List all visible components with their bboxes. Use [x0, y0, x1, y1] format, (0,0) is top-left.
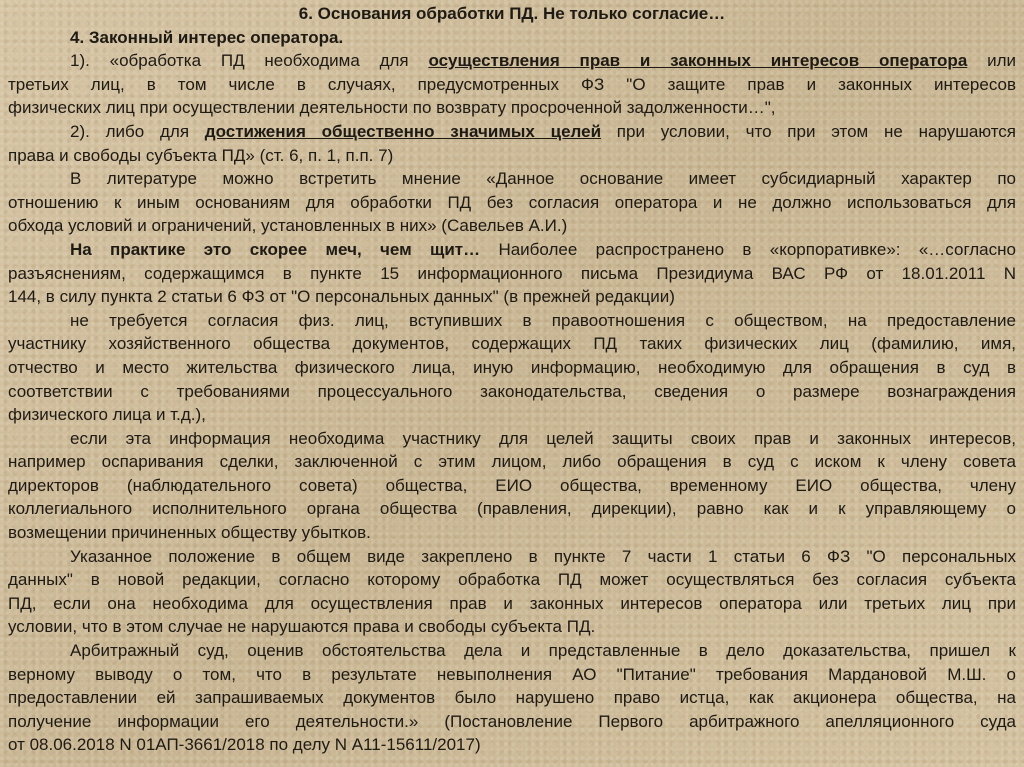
text-line: ПД, если она необходима для осуществления прав и законных интересов оператора или третьих лиц при [8, 593, 1016, 613]
text-line: не требуется согласия физ. лиц, вступивших в правоотношения с обществом, на предоставление [70, 310, 1016, 330]
section-heading: 4. Законный интерес оператора. [70, 27, 344, 47]
text-line: Арбитражный суд, оценив обстоятельства дела и представленные в дело доказательства, пришел к [70, 641, 1016, 661]
text-line: предоставлении ей запрашиваемых документов было нарушено право истца, как акционера общества, на [8, 688, 1016, 708]
text-line: В литературе можно встретить мнение «Данное основание имеет субсидиарный характер по [70, 169, 1016, 189]
paragraph-6 [8, 427, 1016, 545]
text-line: данных" в новой редакции, согласно которому обработка ПД может осуществляться без согласия субъекта [8, 570, 1016, 590]
text-line: соответствии с требованиями процессуального законодательства, сведения о размере вознаграждения [8, 381, 1016, 401]
text-line: физического лица и т.д.), [8, 405, 206, 425]
text-line: например оспаривания сделки, заключенной с этим лицом, либо обращения в суд с иском к члену совета [8, 452, 1016, 472]
text-line: отчество и место жительства физического лица, иную информацию, необходимую для обращения в суд в [8, 357, 1016, 377]
paragraph-5 [8, 309, 1016, 427]
text-line: 1). «обработка ПД необходима для осуществления прав и законных интересов оператора или [70, 51, 1016, 71]
text-line: условии, что в этом случае не нарушаются права и свободы субъекта ПД. [8, 617, 596, 637]
text-line: от 08.06.2018 N 01АП-3661/2018 по делу N А11-15611/2017) [8, 735, 481, 755]
text-line: физических лиц при осуществлении деятельности по возврату просроченной задолженности…", [8, 98, 776, 118]
emphasis-text: На практике это скорее меч, чем щит… [70, 239, 481, 259]
emphasis-text: осуществления прав и законных интересов оператора [428, 51, 968, 71]
text-line: получение информации его деятельности.» (Постановление Первого арбитражного апелляционного суда [8, 711, 1016, 731]
text-line: если эта информация необходима участнику для целей защиты своих прав и законных интересов, [70, 428, 1016, 448]
paragraph-2 [8, 120, 1016, 167]
text-line: права и свободы субъекта ПД» (ст. 6, п. 1, п.п. 7) [8, 145, 394, 165]
paragraph-4 [8, 238, 1016, 309]
text-line: коллегиального исполнительного органа общества (правления, дирекции), равно как и к управляющему о [8, 499, 1016, 519]
text-line: директоров (наблюдательного совета) общества, ЕИО общества, временному ЕИО общества, члену [8, 475, 1016, 495]
text-line: верному выводу о том, что в результате невыполнения АО "Питание" требования Мардановой М.Ш. о [8, 664, 1016, 684]
text-line: 2). либо для достижения общественно значимых целей при условии, что при этом не нарушаются [70, 121, 1016, 141]
paragraph-8 [8, 639, 1016, 757]
text-line: участнику хозяйственного общества документов, содержащих ПД таких физических лиц (фамилию, имя, [8, 334, 1016, 354]
paragraph-3 [8, 167, 1016, 238]
text-line: разъяснениям, содержащимся в пункте 15 информационного письма Президиума ВАС РФ от 18.01.2011 N [8, 263, 1016, 283]
paragraph-1 [8, 49, 1016, 120]
text-line: Указанное положение в общем виде закреплено в пункте 7 части 1 статьи 6 ФЗ "О персональных [70, 546, 1016, 566]
paragraph-7 [8, 545, 1016, 639]
text-line: 144, в силу пункта 2 статьи 6 ФЗ от "О персональных данных" (в прежней редакции) [8, 287, 675, 307]
text-line: возмещении причиненных обществу убытков. [8, 523, 371, 543]
emphasis-text: достижения общественно значимых целей [204, 121, 602, 141]
text-line: отношению к иным основаниям для обработки ПД без согласия оператора и не должно использоваться для [8, 192, 1016, 212]
slide-title: 6. Основания обработки ПД. Не только согласие… [298, 4, 726, 23]
text-line: На практике это скорее меч, чем щит… Наиболее распространено в «корпоративке»: «…согласно [70, 239, 1016, 259]
text-line: третьих лиц, в том числе в случаях, предусмотренных ФЗ "О защите прав и законных интересов [8, 74, 1016, 94]
text-line: обхода условий и ограничений, установленных в них» (Савельев А.И.) [8, 216, 568, 236]
